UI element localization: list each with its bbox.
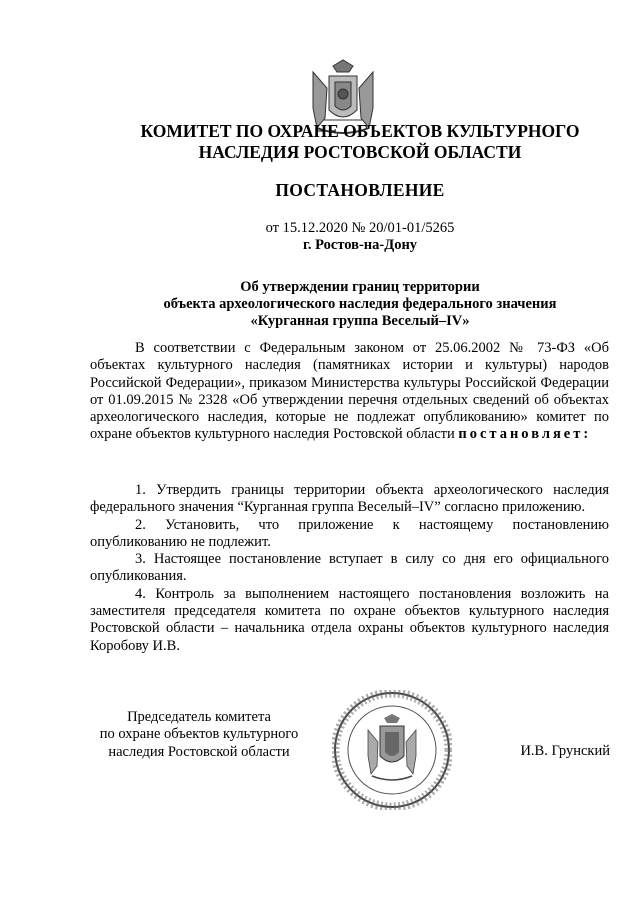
signatory-position-line-1: Председатель комитета bbox=[127, 709, 271, 725]
subject-line-1: Об утверждении границ территории bbox=[240, 279, 480, 295]
signatory-position-line-3: наследия Ростовской области bbox=[108, 743, 290, 760]
preamble-text: В соответствии с Федеральным законом от 25.06.2002 № 73-ФЗ «Об объектах культурного наследия (памятниках истории и культуры) народов Российской Федерации», приказом Министерства культуры Российской Федерации от 01.09.2015 № 2328 «Об утверждении перечня отдельных сведений об объектах археологического наследия, которые не подлежат опубликованию» комитет по охране объектов культурного наследия Ростовской области bbox=[90, 340, 609, 443]
committee-name bbox=[80, 121, 640, 163]
resolution-point-2: 2. Установить, что приложение к настоящему постановлению опубликованию не подлежит. bbox=[90, 516, 609, 550]
document-date-number: от 15.12.2020 № 20/01-01/5265 bbox=[265, 220, 455, 236]
resolution-points bbox=[90, 482, 609, 655]
official-seal-stamp-icon bbox=[332, 690, 452, 810]
resolves-word: постановляет: bbox=[458, 426, 592, 443]
resolution-point-3: 3. Настоящее постановление вступает в силу со дня его официального опубликования. bbox=[90, 551, 609, 585]
signatory-name: И.В. Грунский bbox=[520, 743, 610, 759]
signatory-position-line-2: по охране объектов культурного bbox=[99, 726, 299, 743]
subject-line-2: объекта археологического наследия федерального значения bbox=[163, 296, 557, 312]
resolution-point-4: 4. Контроль за выполнением настоящего постановления возложить на заместителя председателя комитета по охране объектов культурного наследия Ростовской области – начальника отдела охраны объектов культурного наследия Коробову И.В. bbox=[90, 585, 609, 654]
subject-line-3: «Курганная группа Веселый–IV» bbox=[250, 313, 470, 329]
document-subject bbox=[80, 279, 640, 330]
document-city: г. Ростов-на-Дону bbox=[302, 237, 418, 253]
resolution-point-1: 1. Утвердить границы территории объекта археологического наследия федерального значения “Курганная группа Веселый–IV” согласно приложению. bbox=[90, 482, 609, 516]
signatory-position bbox=[84, 709, 314, 761]
committee-name-line-2: НАСЛЕДИЯ РОСТОВСКОЙ ОБЛАСТИ bbox=[198, 142, 522, 162]
document-type: ПОСТАНОВЛЕНИЕ bbox=[275, 180, 445, 200]
committee-name-line-1: КОМИТЕТ ПО ОХРАНЕ ОБЪЕКТОВ КУЛЬТУРНОГО bbox=[140, 121, 580, 141]
preamble-paragraph bbox=[90, 340, 609, 444]
